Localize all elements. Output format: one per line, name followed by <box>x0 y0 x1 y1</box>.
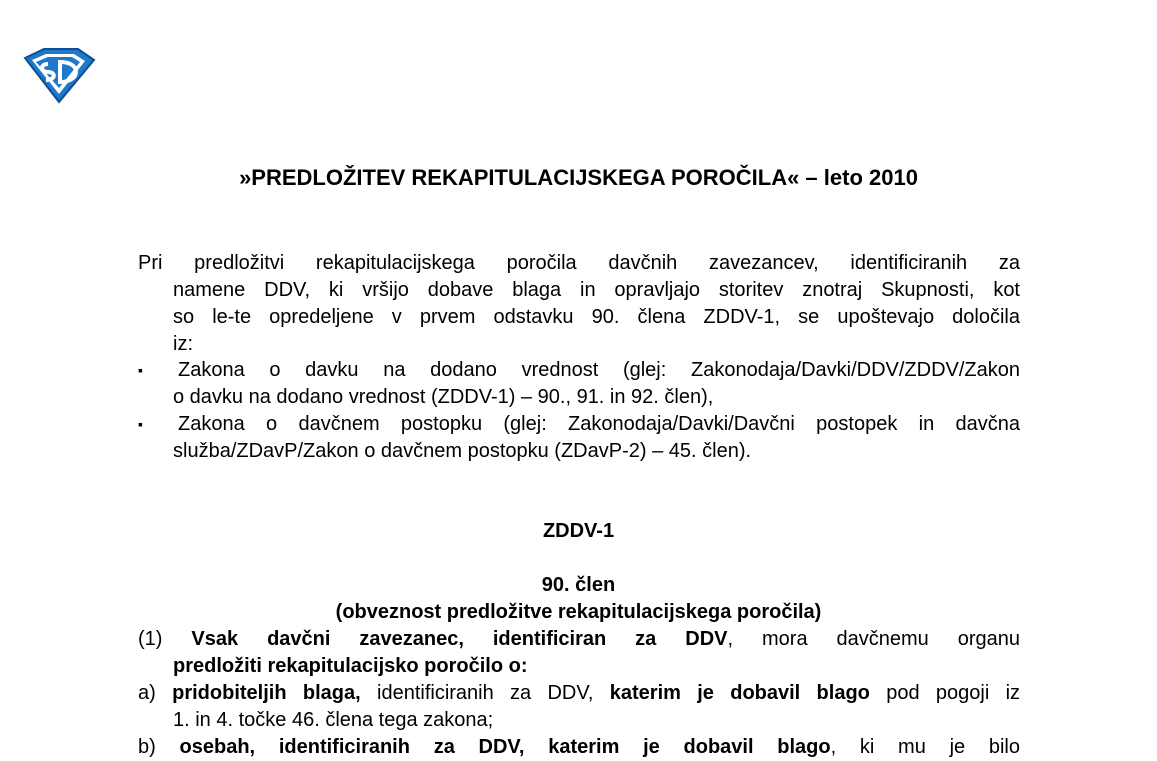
intro-line-1: Pri predložitvi rekapitulacijskega poročila davčnih zavezancev, identificiranih za <box>138 252 1020 274</box>
paragraph-1-bold: Vsak davčni zavezanec, identificiran za DDV <box>191 628 728 650</box>
article-title: (obveznost predložitve rekapitulacijskega poročila) <box>335 601 822 623</box>
item-b-line-1 <box>138 734 1020 761</box>
bullet-marker-icon: ▪ <box>138 416 143 432</box>
paragraph-1-prefix: (1) <box>138 628 163 650</box>
paragraph-1-rest: , mora davčnemu organu <box>727 628 1021 650</box>
company-logo <box>22 46 96 104</box>
document-title: »PREDLOŽITEV REKAPITULACIJSKEGA POROČILA« – leto 2010 <box>239 165 918 190</box>
bullet-marker-icon: ▪ <box>138 362 143 378</box>
article-number: 90. člen <box>541 574 616 596</box>
item-b-text-1: , ki mu je bilo <box>830 736 1020 758</box>
item-a-line-1 <box>138 680 1020 707</box>
intro-line-2: namene DDV, ki vršijo dobave blaga in opravljajo storitev znotraj Skupnosti, kot <box>173 279 1020 301</box>
bullet-2-line-1: Zakona o davčnem postopku (glej: Zakonodaja/Davki/Davčni postopek in davčna <box>178 413 1020 435</box>
item-a-text-2: pod pogoji iz <box>886 682 1021 704</box>
paragraph-1-bold-2: predložiti rekapitulacijsko poročilo o: <box>173 655 528 677</box>
paragraph-1-line-2 <box>173 653 528 680</box>
law-heading: ZDDV-1 <box>542 520 615 542</box>
item-a-text-1: identificiranih za DDV, <box>377 682 594 704</box>
intro-line-3: so le-te opredeljene v prvem odstavku 90. člena ZDDV-1, se upoštevajo določila <box>173 306 1020 328</box>
bullet-1-line-2: o davku na dodano vrednost (ZDDV-1) – 90., 91. in 92. člen), <box>173 386 714 408</box>
item-a-bold-1: pridobiteljih blaga, <box>172 682 361 704</box>
item-b-bold-1: osebah, identificiranih za DDV, katerim je dobavil blago <box>179 736 831 758</box>
item-b-prefix: b) <box>138 736 156 758</box>
item-a-prefix: a) <box>138 682 156 704</box>
bullet-2-line-2: služba/ZDavP/Zakon o davčnem postopku (ZDavP-2) – 45. člen). <box>173 440 752 462</box>
intro-line-4: iz: <box>173 333 193 355</box>
bullet-1-line-1: Zakona o davku na dodano vrednost (glej: Zakonodaja/Davki/DDV/ZDDV/Zakon <box>178 359 1020 381</box>
paragraph-1-line-1 <box>138 626 1020 653</box>
item-a-line-2: 1. in 4. točke 46. člena tega zakona; <box>173 709 494 731</box>
item-a-bold-2: katerim je dobavil blago <box>609 682 870 704</box>
